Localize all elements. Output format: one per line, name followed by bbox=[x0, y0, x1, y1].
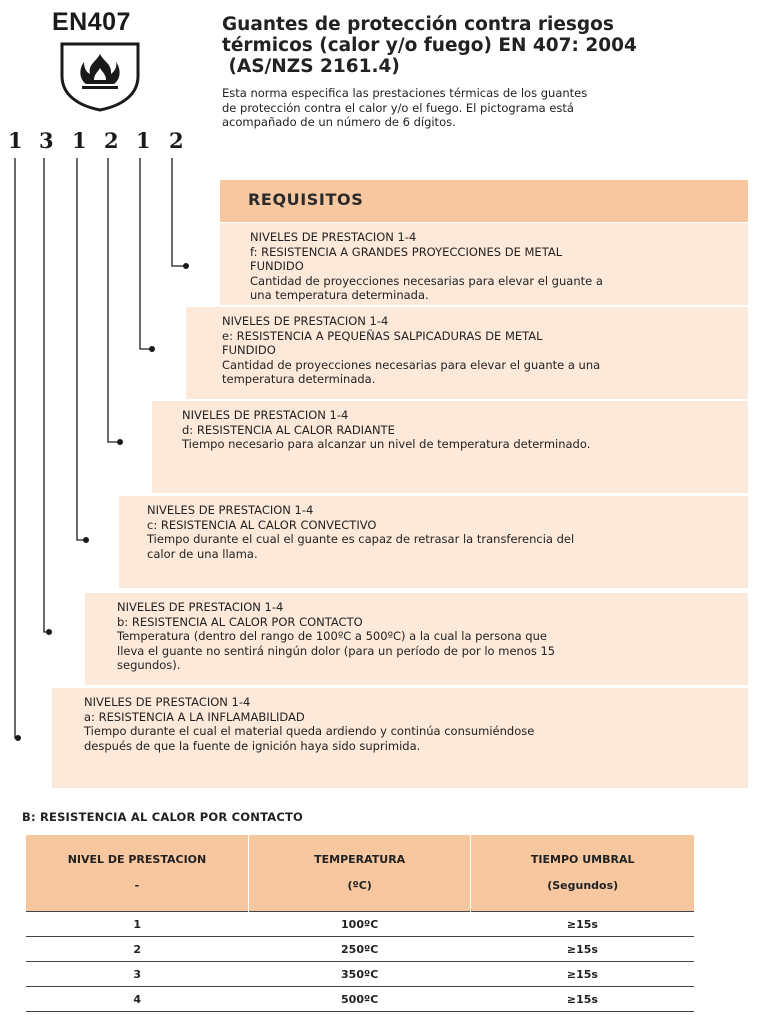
connector-dot-b bbox=[46, 629, 52, 635]
connector-dot-a bbox=[15, 735, 21, 741]
column-header-level bbox=[26, 835, 248, 912]
requirement-box-f bbox=[220, 223, 748, 305]
column-header-subtext: (Segundos) bbox=[547, 879, 619, 892]
requirement-desc: segundos). bbox=[117, 658, 181, 672]
table-row bbox=[26, 937, 694, 962]
connector-b bbox=[44, 158, 49, 632]
requirement-desc: después de que la fuente de ignición haya sido suprimida. bbox=[84, 738, 421, 753]
table-cell: ≥15s bbox=[471, 937, 694, 962]
requirement-desc: Tiempo necesario para alcanzar un nivel de temperatura determinado. bbox=[182, 437, 591, 451]
requirement-desc: temperatura determinada. bbox=[222, 372, 376, 386]
title-line: (AS/NZS 2161.4) bbox=[222, 56, 400, 77]
level-range: NIVELES DE PRESTACION 1-4 bbox=[147, 503, 314, 517]
column-header-threshold bbox=[471, 835, 694, 912]
page-title bbox=[222, 14, 742, 77]
level-range: NIVELES DE PRESTACION 1-4 bbox=[250, 230, 417, 244]
requirement-code: b: RESISTENCIA AL CALOR POR CONTACTO bbox=[117, 614, 363, 629]
requirement-code: a: RESISTENCIA A LA INFLAMABILIDAD bbox=[84, 709, 305, 724]
digit-e: 1 bbox=[136, 128, 151, 153]
contact-heat-table bbox=[26, 835, 694, 1012]
intro-text bbox=[222, 86, 692, 130]
table-row bbox=[26, 987, 694, 1012]
requirement-desc: Temperatura (dentro del rango de 100ºC a 500ºC) a la cual la persona que bbox=[117, 629, 547, 643]
connector-dot-d bbox=[117, 439, 123, 445]
table-row bbox=[26, 962, 694, 987]
column-header-temperature bbox=[248, 835, 470, 912]
title-line: térmicos (calor y/o fuego) EN 407: 2004 bbox=[222, 35, 637, 56]
digit-d: 2 bbox=[104, 128, 119, 153]
connector-e bbox=[140, 158, 152, 349]
requirement-code: c: RESISTENCIA AL CALOR CONVECTIVO bbox=[147, 517, 377, 532]
connector-dot-f bbox=[183, 263, 189, 269]
standard-code: EN407 bbox=[52, 8, 131, 36]
table-title: B: RESISTENCIA AL CALOR POR CONTACTO bbox=[22, 810, 304, 824]
connector-dot-c bbox=[83, 537, 89, 543]
table-cell: 1 bbox=[26, 912, 248, 937]
intro-line: de protección contra el calor y/o el fuego. El pictograma está bbox=[222, 100, 574, 115]
table-cell: 2 bbox=[26, 937, 248, 962]
requirement-box-d bbox=[152, 401, 748, 493]
level-range: NIVELES DE PRESTACION 1-4 bbox=[117, 600, 284, 614]
connector-d bbox=[108, 158, 120, 442]
requirement-code: FUNDIDO bbox=[222, 343, 276, 357]
table-cell: 4 bbox=[26, 987, 248, 1012]
requirements-heading-label: REQUISITOS bbox=[248, 190, 364, 209]
table-header-row bbox=[26, 835, 694, 912]
level-range: NIVELES DE PRESTACION 1-4 bbox=[84, 695, 251, 709]
flame-shield-icon bbox=[58, 40, 142, 112]
requirement-code: FUNDIDO bbox=[250, 259, 304, 273]
requirement-code: d: RESISTENCIA AL CALOR RADIANTE bbox=[182, 422, 395, 437]
intro-line: acompañado de un número de 6 dígitos. bbox=[222, 115, 456, 129]
connector-f bbox=[172, 158, 186, 266]
column-header-text: TEMPERATURA bbox=[314, 853, 406, 866]
table-cell: 500ºC bbox=[248, 987, 470, 1012]
table-row bbox=[26, 912, 694, 937]
table-cell: 3 bbox=[26, 962, 248, 987]
table-cell: 100ºC bbox=[248, 912, 470, 937]
level-range: NIVELES DE PRESTACION 1-4 bbox=[222, 314, 389, 328]
requirement-box-a bbox=[52, 688, 748, 788]
column-header-text: NIVEL DE PRESTACION bbox=[67, 853, 207, 866]
requirement-desc: lleva el guante no sentirá ningún dolor (para un período de por lo menos 15 bbox=[117, 643, 556, 658]
requirement-desc: una temperatura determinada. bbox=[250, 288, 429, 302]
requirement-desc: Cantidad de proyecciones necesarias para elevar el guante a bbox=[250, 273, 603, 288]
requirements-heading bbox=[220, 180, 748, 222]
column-header-subtext: - bbox=[134, 879, 140, 892]
digit-a: 1 bbox=[8, 128, 23, 153]
requirement-code: e: RESISTENCIA A PEQUEÑAS SALPICADURAS DE METAL bbox=[222, 328, 543, 343]
connector-c bbox=[77, 158, 86, 540]
table-cell: ≥15s bbox=[471, 962, 694, 987]
column-header-subtext: (ºC) bbox=[347, 879, 372, 892]
digit-b: 3 bbox=[39, 128, 54, 153]
level-range: NIVELES DE PRESTACION 1-4 bbox=[182, 408, 349, 422]
intro-line: Esta norma especifica las prestaciones térmicas de los guantes bbox=[222, 86, 588, 100]
column-header-text: TIEMPO UMBRAL bbox=[530, 853, 635, 866]
title-line: Guantes de protección contra riesgos bbox=[222, 14, 614, 35]
requirement-box-c bbox=[119, 496, 748, 588]
requirement-box-b bbox=[85, 593, 748, 685]
requirement-box-e bbox=[186, 307, 748, 399]
requirement-desc: Tiempo durante el cual el material queda ardiendo y continúa consumiéndose bbox=[84, 724, 535, 738]
table-cell: ≥15s bbox=[471, 987, 694, 1012]
connector-a bbox=[15, 158, 18, 738]
performance-digits bbox=[8, 128, 198, 154]
table-cell: 350ºC bbox=[248, 962, 470, 987]
digit-f: 2 bbox=[169, 128, 184, 153]
requirement-desc: Cantidad de proyecciones necesarias para elevar el guante a una bbox=[222, 357, 601, 372]
requirement-desc: calor de una llama. bbox=[147, 546, 258, 561]
requirement-code: f: RESISTENCIA A GRANDES PROYECCIONES DE METAL bbox=[250, 244, 563, 259]
digit-c: 1 bbox=[72, 128, 87, 153]
table-cell: 250ºC bbox=[248, 937, 470, 962]
connector-dot-e bbox=[149, 346, 155, 352]
requirement-desc: Tiempo durante el cual el guante es capaz de retrasar la transferencia del bbox=[147, 532, 575, 546]
table-cell: ≥15s bbox=[471, 912, 694, 937]
